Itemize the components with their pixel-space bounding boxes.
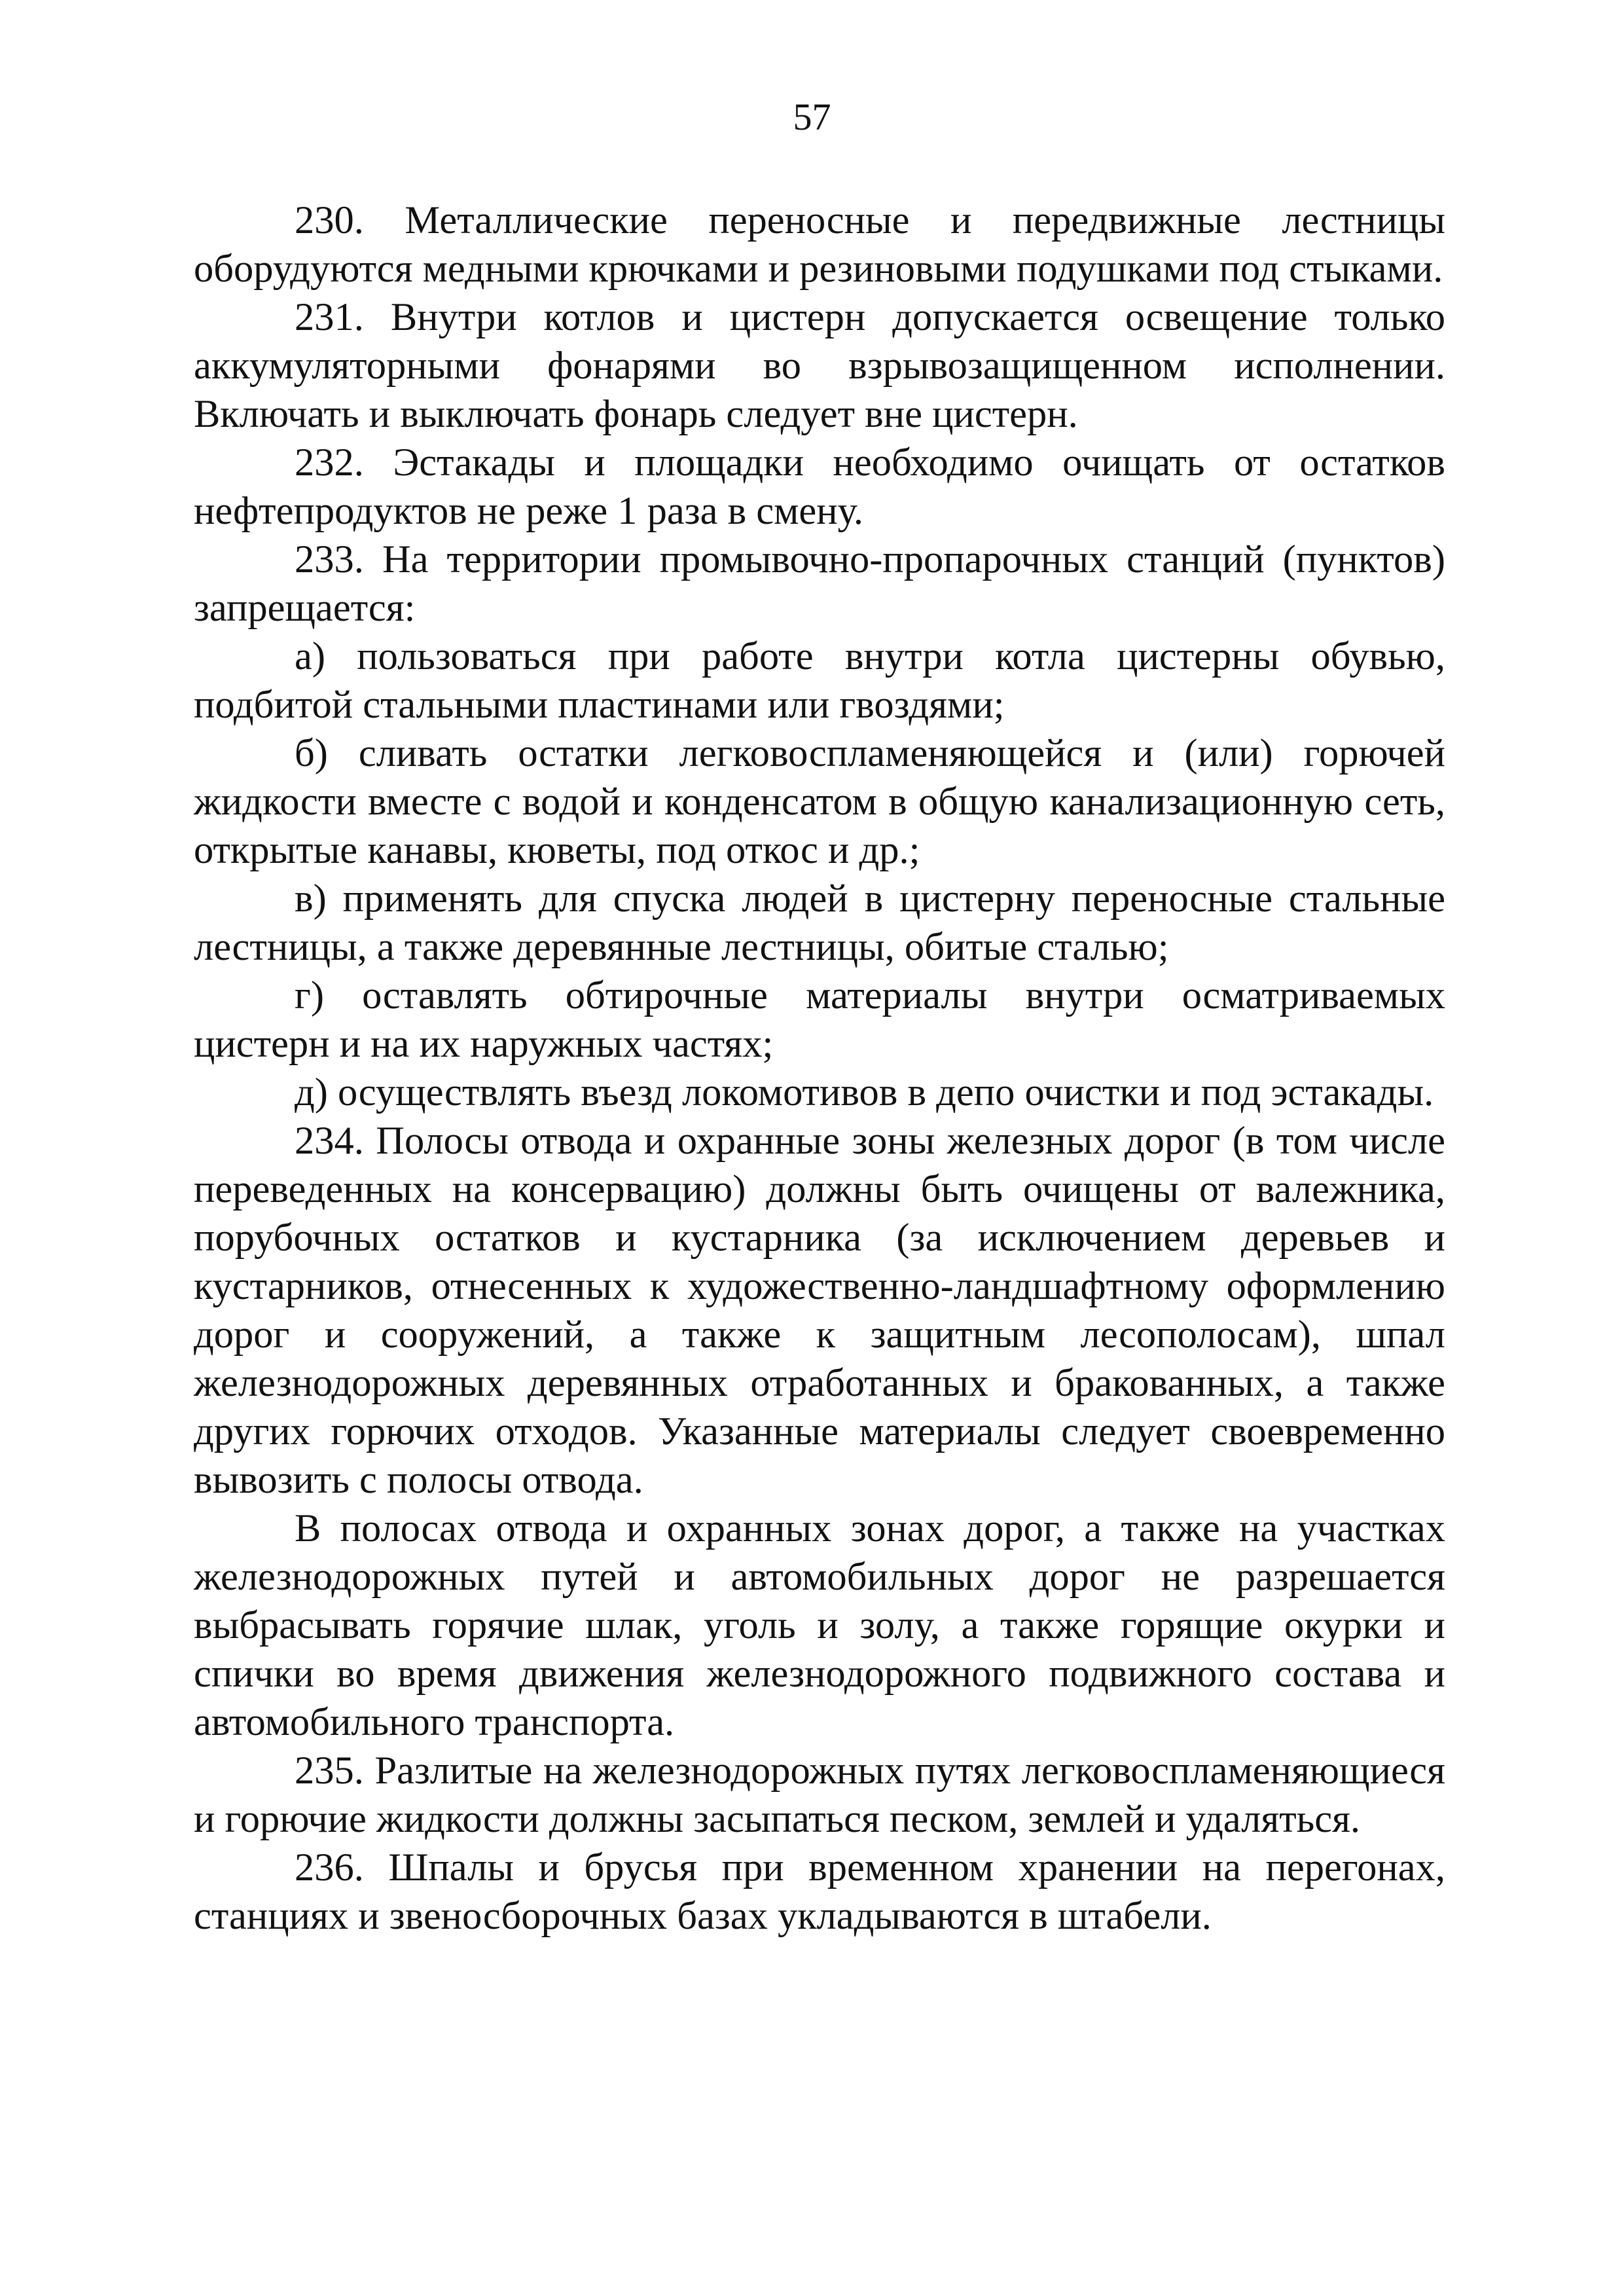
paragraph-236: 236. Шпалы и брусья при временном хранении на перегонах, станциях и звеносборочных базах укладываются в штабели. <box>194 1846 1445 1938</box>
paragraph-233-item-b: б) сливать остатки легковоспламеняющейся и (или) горючей жидкости вместе с водой и конденсатом в общую канализационную сеть, открытые канавы, кюветы, под откос и др.; <box>194 731 1445 872</box>
paragraph-233-item-g: г) оставлять обтирочные материалы внутри осматриваемых цистерн и на их наружных частях; <box>194 974 1445 1066</box>
paragraph-234-continued: В полосах отвода и охранных зонах дорог, а также на участках железнодорожных путей и автомобильных дорог не разрешается выбрасывать горячие шлак, уголь и золу, а также горящие окурки и спички во время движения железнодорожного подвижного состава и автомобильного транспорта. <box>194 1506 1445 1744</box>
paragraph-235: 235. Разлитые на железнодорожных путях легковоспламеняющиеся и горючие жидкости должны засыпаться песком, землей и удаляться. <box>194 1749 1445 1841</box>
paragraph-233-item-a: а) пользоваться при работе внутри котла цистерны обувью, подбитой стальными пластинами или гвоздями; <box>194 634 1445 727</box>
paragraph-233-item-d: д) осуществлять въезд локомотивов в депо очистки и под эстакады. <box>295 1070 1434 1114</box>
paragraph-233: 233. На территории промывочно-пропарочных станций (пунктов) запрещается: <box>194 538 1445 630</box>
paragraph-230: 230. Металлические переносные и передвижные лестницы оборудуются медными крючками и резиновыми подушками под стыками. <box>194 198 1445 291</box>
paragraph-234: 234. Полосы отвода и охранные зоны железных дорог (в том числе переведенных на консервацию) должны быть очищены от валежника, порубочных остатков и кустарника (за исключением деревьев и кустарников, отнесенных к художественно-ландшафтному оформлению дорог и сооружений, а также к защитным лесополосам), шпал железнодорожных деревянных отработанных и бракованных, а также других горючих отходов. Указанные материалы следует своевременно вывозить с полосы отвода. <box>194 1119 1445 1502</box>
paragraph-233-item-v: в) применять для спуска людей в цистерну переносные стальные лестницы, а также деревянные лестницы, обитые сталью; <box>194 877 1445 969</box>
paragraph-231: 231. Внутри котлов и цистерн допускается освещение только аккумуляторными фонарями во взрывозащищенном исполнении. Включать и выключать фонарь следует вне цистерн. <box>194 295 1445 436</box>
paragraph-232: 232. Эстакады и площадки необходимо очищать от остатков нефтепродуктов не реже 1 раза в смену. <box>194 441 1445 533</box>
page-number: 57 <box>793 96 831 138</box>
document-body <box>194 196 1445 1941</box>
